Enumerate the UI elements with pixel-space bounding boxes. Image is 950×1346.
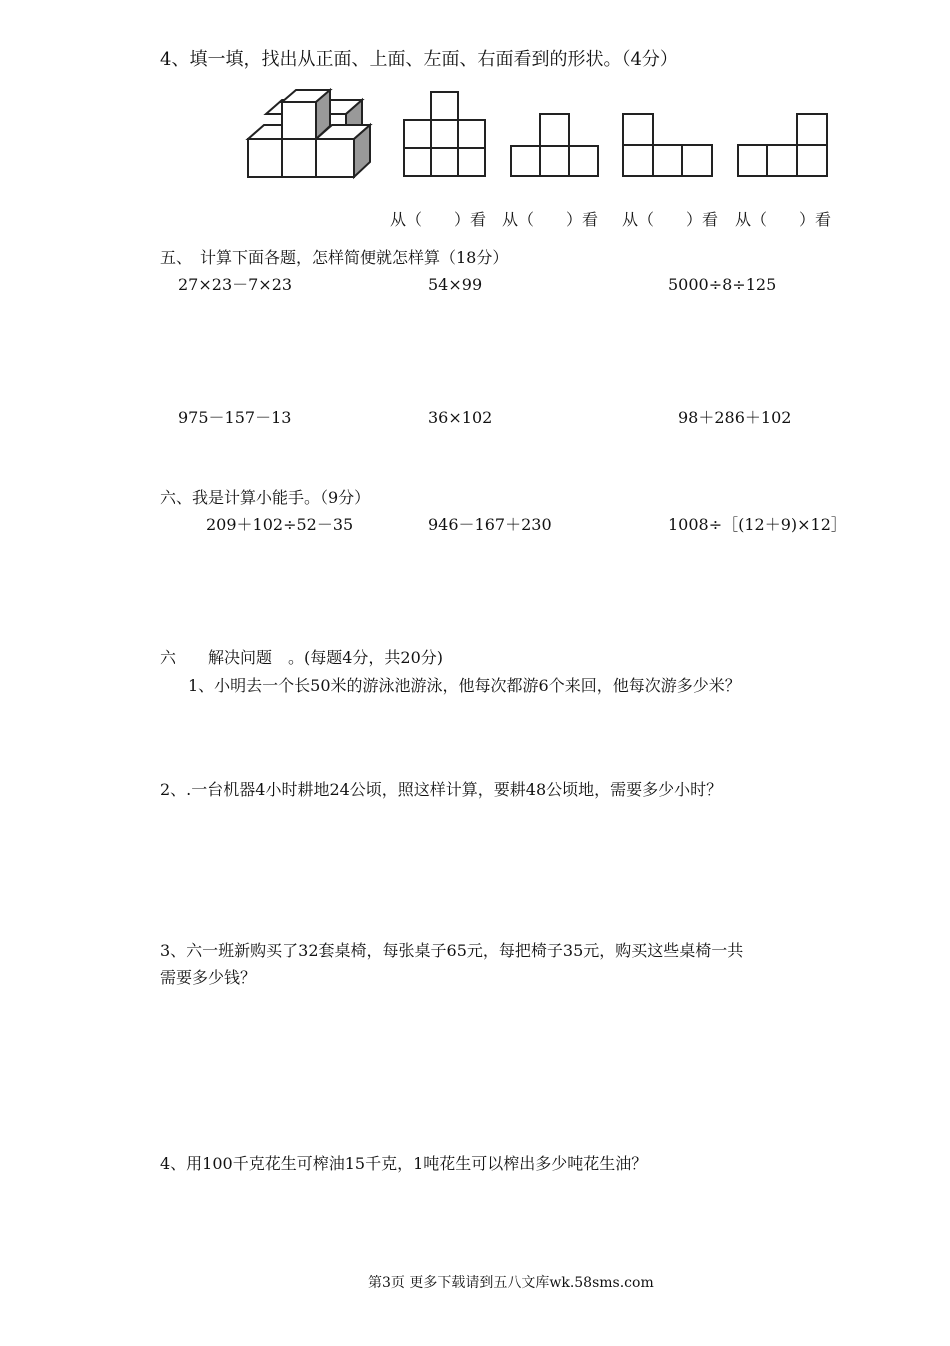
view-shape-3	[623, 114, 712, 176]
view-label-2: 从（ ）看	[502, 210, 599, 229]
view-shape-1	[404, 92, 485, 176]
calc-item: 946－167＋230	[428, 515, 552, 534]
calc-item: 54×99	[428, 275, 483, 294]
q4-title: 4、填一填，找出从正面、上面、左面、右面看到的形状。（4分）	[160, 49, 678, 70]
view-label-1: 从（ ）看	[390, 210, 487, 229]
views-figure	[0, 0, 950, 200]
calc-item: 36×102	[428, 408, 493, 427]
view-shape-4	[738, 114, 827, 176]
view-shape-2	[511, 114, 598, 176]
calc-item: 1008÷［(12＋9)×12］	[668, 515, 847, 534]
problem-3-line-2: 需要多少钱？	[160, 968, 257, 987]
view-label-4: 从（ ）看	[735, 210, 832, 229]
problem-1: 1、小明去一个长50米的游泳池游泳，他每次都游6个来回，他每次游多少米？	[188, 676, 741, 695]
cube-stack-drawing	[248, 90, 370, 177]
section-6-title: 六、我是计算小能手。（9分）	[160, 488, 371, 507]
calc-item: 98＋286＋102	[678, 408, 792, 427]
calc-item: 209＋102÷52－35	[206, 515, 354, 534]
page-footer: 第3页 更多下载请到五八文库wk.58sms.com	[368, 1275, 654, 1291]
section-5-title: 五、 计算下面各题，怎样简便就怎样算（18分）	[160, 248, 509, 267]
calc-item: 5000÷8÷125	[668, 275, 777, 294]
problem-4: 4、用100千克花生可榨油15千克，1吨花生可以榨出多少吨花生油？	[160, 1154, 648, 1173]
section-7-title: 六 解决问题 。(每题4分，共20分)	[160, 648, 444, 667]
problem-3-line-1: 3、六一班新购买了32套桌椅，每张桌子65元，每把椅子35元，购买这些桌椅一共	[160, 941, 744, 960]
calc-item: 975－157－13	[178, 408, 292, 427]
problem-2: 2、.一台机器4小时耕地24公顷，照这样计算，要耕48公顷地，需要多少小时？	[160, 780, 723, 799]
calc-item: 27×23－7×23	[178, 275, 293, 294]
view-label-3: 从（ ）看	[622, 210, 719, 229]
